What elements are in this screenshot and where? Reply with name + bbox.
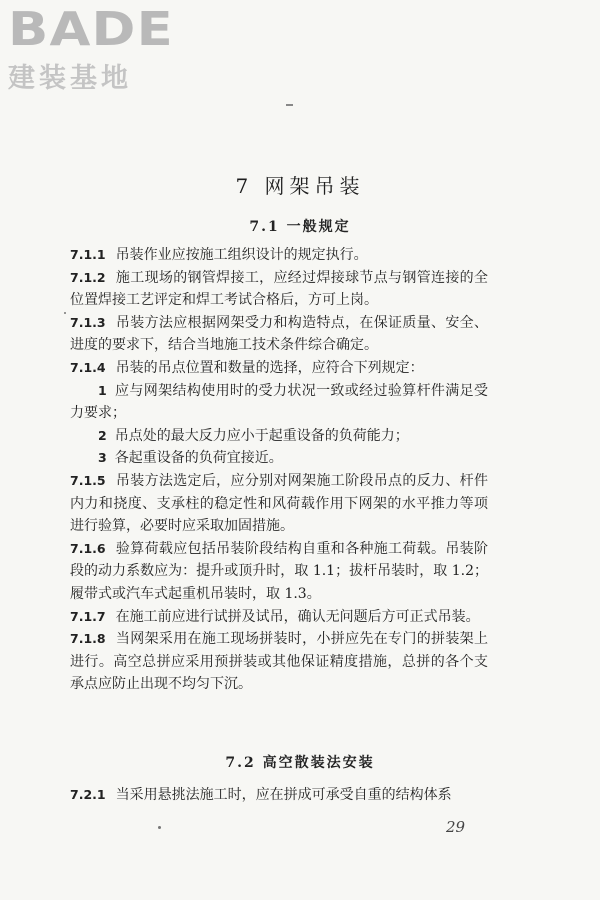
clause: 7.1.2 施工现场的钢管焊接工，应经过焊接球节点与钢管连接的全位置焊接工艺评定和焊工考试合格后，方可上岗。 — [70, 269, 488, 309]
decorative-dash — [286, 104, 293, 106]
section-title: 7.2 高空散装法安装 — [225, 755, 375, 771]
logo-subtitle: 建装基地 — [8, 63, 132, 94]
logo-word: BADE — [8, 2, 174, 56]
section-body — [70, 244, 488, 696]
section-body — [70, 784, 488, 807]
clause: 7.1.7 在施工前应进行试拼及试吊，确认无问题后方可正式吊装。 — [70, 608, 480, 625]
sub-clause: 1 应与网架结构使用时的受力状况一致或经过验算杆件满足受力要求； — [70, 382, 488, 422]
clause: 7.1.3 吊装方法应根据网架受力和构造特点，在保证质量、安全、进度的要求下，结合当地施工技术条件综合确定。 — [70, 314, 488, 354]
scan-speck — [64, 312, 66, 314]
sub-clause: 3 各起重设备的负荷宜接近。 — [98, 450, 283, 467]
clause: 7.1.6 验算荷载应包括吊装阶段结构自重和各种施工荷载。吊装阶段的动力系数应为：提升或顶升时，取 1.1；拔杆吊装时，取 1.2；履带式或汽车式起重机吊装时，取 1.3。 — [70, 540, 488, 602]
clause: 7.1.5 吊装方法选定后，应分别对网架施工阶段吊点的反力、杆件内力和挠度、支承柱的稳定性和风荷载作用下网架的水平推力等项进行验算，必要时应采取加固措施。 — [70, 472, 488, 535]
clause: 7.1.4 吊装的吊点位置和数量的选择，应符合下列规定： — [70, 359, 424, 376]
chapter-title: 7 网架吊装 — [235, 174, 365, 198]
scan-speck — [158, 826, 161, 829]
clause: 7.2.1 当采用悬挑法施工时，应在拼成可承受自重的结构体系 — [70, 787, 452, 803]
clause: 7.1.8 当网架采用在施工现场拼装时，小拼应先在专门的拼装架上进行。高空总拼应采用预拼装或其他保证精度措施，总拼的各个支承点应防止出现不均匀下沉。 — [70, 631, 488, 693]
page-number: 29 — [446, 818, 466, 836]
bade-logo — [8, 2, 174, 95]
sub-clause: 2 吊点处的最大反力应小于起重设备的负荷能力； — [98, 427, 409, 444]
section-title: 7.1 一般规定 — [249, 219, 351, 235]
clause: 7.1.1 吊装作业应按施工组织设计的规定执行。 — [70, 247, 368, 263]
